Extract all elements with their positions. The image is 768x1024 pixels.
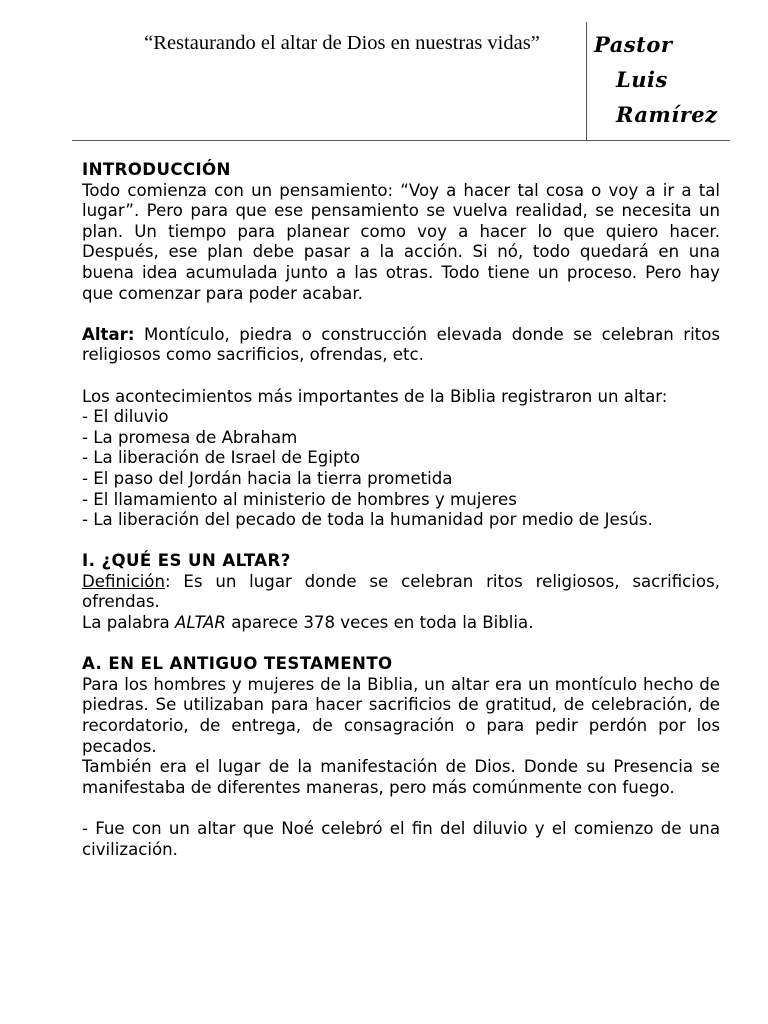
list-item: - La liberación del pecado de toda la humanidad por medio de Jesús. (82, 510, 653, 530)
section-a-paragraph-1: Para los hombres y mujeres de la Biblia, un altar era un montículo hecho de piedras. Se utilizaban para hacer sacrificios de gratitud, de celebración, de recordatorio, de entrega, de consagración o para pedir perdón por los pecados. (82, 674, 720, 756)
definition-text: : Es un lugar donde se celebran ritos religiosos, sacrificios, ofrendas. (82, 571, 720, 612)
list-item: - La liberación de Israel de Egipto (82, 448, 361, 468)
altar-word: ALTAR (174, 613, 226, 633)
altar-definition-text: Montículo, piedra o construcción elevada donde se celebran ritos religiosos como sacrificios, ofrendas, etc. (82, 324, 720, 365)
document-body (82, 160, 720, 860)
list-item: - La promesa de Abraham (82, 427, 298, 447)
events-intro: Los acontecimientos más importantes de la Biblia registraron un altar: (82, 386, 668, 406)
author-line-2: Luis (616, 67, 668, 92)
header-divider-horizontal (72, 140, 730, 141)
author-line-1: Pastor (594, 32, 673, 57)
list-item: - El paso del Jordán hacia la tierra prometida (82, 468, 453, 488)
altar-term: Altar: (82, 324, 135, 344)
section-a-paragraph-3: - Fue con un altar que Noé celebró el fin del diluvio y el comienzo de una civilización. (82, 819, 720, 859)
list-item: - El llamamiento al ministerio de hombres y mujeres (82, 489, 517, 509)
author-line-3: Ramírez (616, 102, 718, 127)
intro-paragraph: Todo comienza con un pensamiento: “Voy a hacer tal cosa o voy a ir a tal lugar”. Pero para que ese pensamiento se vuelva realidad, se necesita un plan. Un tiempo para planear como voy a hacer lo que quiero hacer. Después, ese plan debe pasar a la acción. Si nó, todo quedará en una buena idea acumulada junto a las otras. Todo tiene un proceso. Pero hay que comenzar para poder acabar. (82, 180, 720, 303)
altar-count-line: La palabra ALTAR aparece 378 veces en toda la Biblia. (82, 613, 534, 633)
intro-heading: INTRODUCCIÓN (82, 160, 231, 179)
list-item: - El diluvio (82, 407, 169, 427)
altar-definition (82, 325, 720, 366)
section-a-paragraph-2: También era el lugar de la manifestación de Dios. Donde su Presencia se manifestaba de diferentes maneras, pero más comúnmente con fuego. (82, 757, 720, 797)
section-a-heading: A. EN EL ANTIGUO TESTAMENTO (82, 654, 393, 674)
sermon-title: “Restaurando el altar de Dios en nuestras vidas” (144, 32, 540, 54)
definition-label: Definición (82, 571, 165, 591)
events-list (82, 407, 720, 531)
header-divider-vertical (586, 22, 587, 140)
section-1-heading: I. ¿QUÉ ES UN ALTAR? (82, 551, 291, 571)
definition-paragraph (82, 572, 720, 613)
